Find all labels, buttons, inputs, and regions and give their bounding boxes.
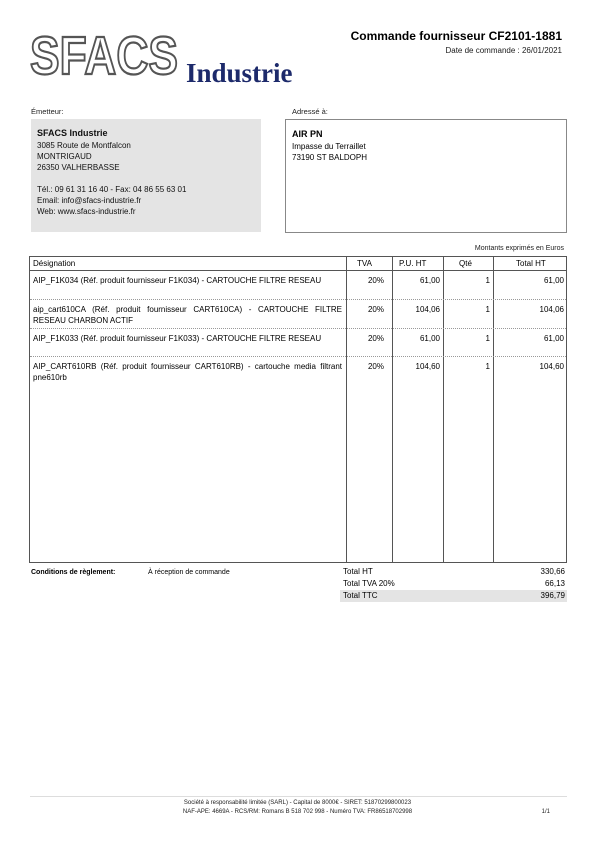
total-ht-row [340, 566, 567, 578]
header-qte: Qté [459, 259, 472, 268]
row-quantity: 1 [485, 276, 490, 285]
emetteur-email: Email: info@sfacs-industrie.fr [37, 196, 142, 205]
emetteur-postal: 26350 VALHERBASSE [37, 163, 120, 172]
company-logo [30, 30, 320, 86]
row-total: 104,60 [539, 362, 564, 371]
emetteur-box [31, 119, 261, 232]
table-header [30, 257, 566, 271]
row-quantity: 1 [485, 362, 490, 371]
total-tva-value: 66,13 [544, 579, 565, 588]
total-ttc-label: Total TTC [343, 591, 378, 600]
total-ttc-row [340, 590, 567, 602]
page-number: 1/1 [541, 809, 550, 815]
row-total: 61,00 [543, 276, 564, 285]
row-unit-price: 104,60 [415, 362, 440, 371]
total-ttc-value: 396,79 [540, 591, 565, 600]
row-tva: 20% [367, 334, 384, 343]
payment-terms-value: À réception de commande [148, 569, 230, 576]
currency-note: Montants exprimés en Euros [474, 245, 564, 252]
row-tva: 20% [367, 305, 384, 314]
total-tva-row [340, 578, 567, 590]
row-quantity: 1 [485, 334, 490, 343]
header-pu: P.U. HT [399, 259, 427, 268]
footer-legal-line-1: Société à responsabilité limitée (SARL) - Capital de 8000€ - SIRET: 51870299800023 [183, 800, 412, 806]
row-total: 104,06 [539, 305, 564, 314]
totals-block [340, 566, 567, 602]
emetteur-phone: Tél.: 09 61 31 16 40 - Fax: 04 86 55 63 01 [37, 185, 187, 194]
table-row [30, 271, 566, 300]
row-designation: AIP_F1K034 (Réf. produit fournisseur F1K034) - CARTOUCHE FILTRE RESEAU [33, 276, 322, 285]
logo-brand-text: SFACS [30, 30, 178, 86]
total-ht-value: 330,66 [540, 567, 565, 576]
total-ht-label: Total HT [343, 567, 373, 576]
emetteur-address: 3085 Route de Montfalcon [37, 141, 131, 150]
footer-legal-line-2: NAF-APE: 4669A - RCS/RM: Romans B 518 702 998 - Numéro TVA: FR86518702998 [182, 809, 413, 815]
header-total: Total HT [516, 259, 546, 268]
document-title: Commande fournisseur CF2101-1881 [350, 29, 562, 43]
header-tva: TVA [357, 259, 372, 268]
footer-divider [30, 796, 567, 797]
logo-industrie-text: Industrie [186, 58, 293, 86]
row-total: 61,00 [543, 334, 564, 343]
row-designation: AIP_F1K033 (Réf. produit fournisseur F1K033) - CARTOUCHE FILTRE RESEAU [33, 334, 322, 343]
row-tva: 20% [367, 362, 384, 371]
emetteur-city: MONTRIGAUD [37, 152, 92, 161]
row-unit-price: 61,00 [419, 276, 440, 285]
row-tva: 20% [367, 276, 384, 285]
row-designation: AIP_CART610RB (Réf. produit fournisseur CART610RB) - cartouche media filtrant pne610rb [33, 362, 342, 382]
destinataire-address: Impasse du Terraillet [292, 142, 366, 151]
destinataire-box [285, 119, 567, 233]
table-row [30, 329, 566, 357]
emetteur-label: Émetteur: [31, 107, 64, 116]
destinataire-name: AIR PN [292, 129, 323, 139]
row-unit-price: 104,06 [415, 305, 440, 314]
order-lines-table [29, 256, 567, 563]
row-unit-price: 61,00 [419, 334, 440, 343]
payment-terms-label: Conditions de règlement: [31, 569, 116, 576]
table-row [30, 357, 566, 387]
row-designation: aip_cart610CA (Réf. produit fournisseur CART610CA) - CARTOUCHE FILTRE RESEAU CHARBON ACTIF [33, 305, 342, 325]
header-designation: Désignation [33, 259, 76, 268]
destinataire-city: 73190 ST BALDOPH [292, 153, 368, 162]
emetteur-web: Web: www.sfacs-industrie.fr [37, 207, 136, 216]
row-quantity: 1 [485, 305, 490, 314]
total-tva-label: Total TVA 20% [343, 579, 395, 588]
emetteur-name: SFACS Industrie [37, 128, 108, 138]
destinataire-label: Adressé à: [292, 107, 328, 116]
table-row [30, 300, 566, 329]
order-date: Date de commande : 26/01/2021 [445, 46, 562, 55]
